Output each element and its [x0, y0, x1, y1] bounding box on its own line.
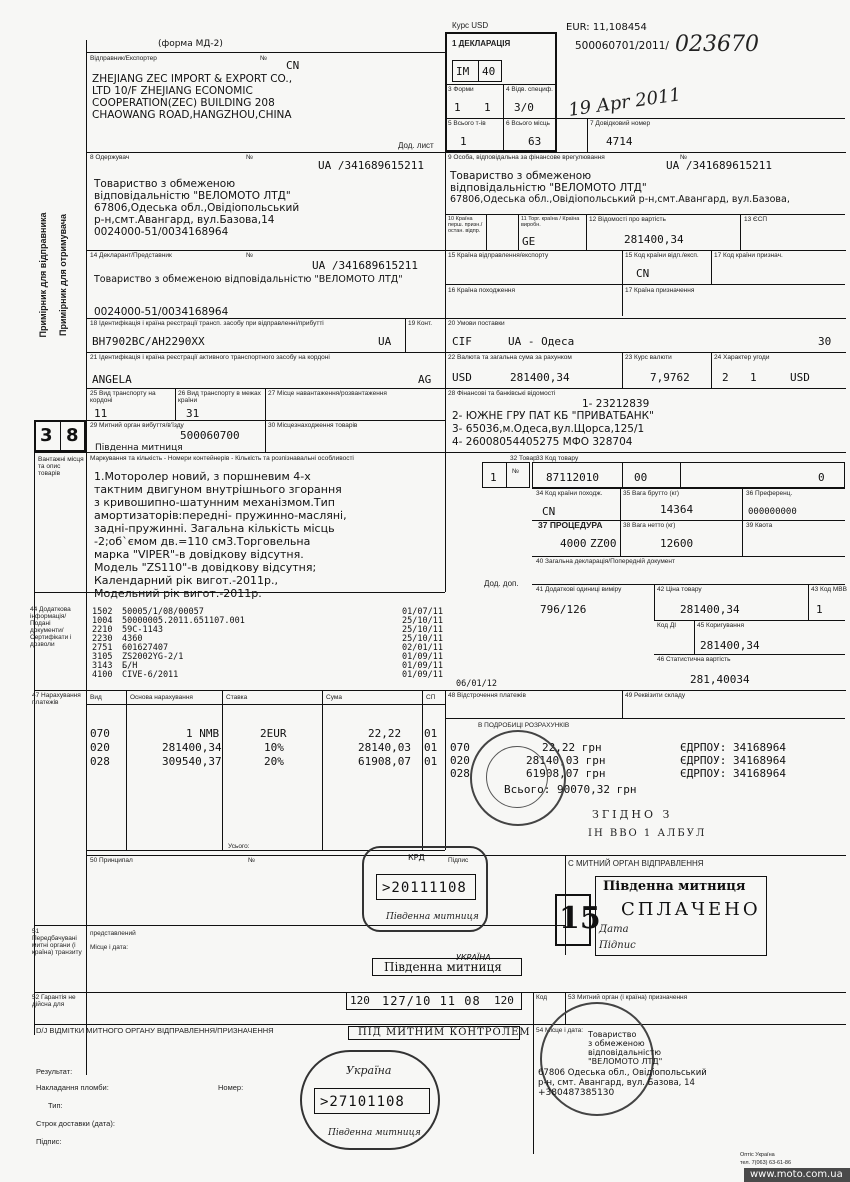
deadline-label: Строк доставки (дата):	[36, 1119, 115, 1128]
document-code: 1502	[92, 607, 113, 617]
payment-rate: 10%	[264, 741, 284, 754]
company-stamp-line: з обмеженою	[588, 1039, 645, 1048]
box33-value-a: 87112010	[546, 471, 599, 484]
stamp-control-c: 120	[494, 994, 514, 1007]
document-number: CIVE-6/2011	[122, 670, 179, 680]
stamp-control-country: УКРАЇНА	[456, 953, 491, 962]
receiver-line: 0024000-51/0034168964	[94, 226, 229, 238]
additional-sheets-label: Дод. лист	[398, 141, 434, 150]
calc-sum: 22,22 грн	[542, 741, 602, 754]
forms-value-2: 1	[484, 101, 491, 114]
document-code: 2230	[92, 634, 113, 644]
box40-label: 40 Загальна декларація/Попередній документ	[536, 558, 675, 565]
box51-label: 51 Передбачувані митні органи (і країна) транзиту	[32, 928, 82, 956]
stamp-ukraine	[300, 1050, 440, 1150]
stamp-paid-number: 15	[559, 901, 601, 936]
stamp-customs-control	[344, 952, 531, 1042]
document-code: 2751	[92, 643, 113, 653]
declaration-number-handwritten: 023670	[675, 32, 759, 57]
receiver-line: р-н,смт.Авангард, вул.Базова,14	[94, 214, 275, 226]
payment-kind: 070	[90, 727, 110, 740]
printer-name: Оптіс Україна	[740, 1152, 775, 1158]
box11-label: 11 Торг. країна / Країна виробн.	[521, 216, 580, 228]
document-date: 01/09/11	[402, 652, 443, 662]
declarant-label: 14 Декларант/Представник	[90, 252, 172, 259]
goods-desc-line: тактним двигуном внутрішнього згорання	[94, 483, 342, 496]
box37-label: 37 ПРОЦЕДУРА	[538, 520, 603, 530]
box22-amount: 281400,34	[510, 371, 570, 384]
ref-label: 7 Довідковий номер	[590, 120, 651, 127]
box43-value: 1	[816, 603, 823, 616]
box25-label: 25 Вид транспорту на кордоні	[90, 390, 156, 404]
box45-value: 281400,34	[700, 639, 760, 652]
forms-value-1: 1	[454, 101, 461, 114]
box52-code-label: Код	[536, 994, 548, 1001]
receiver-label: 8 Одержувач	[90, 154, 130, 161]
printer-phone: тел. 7(063) 63-61-86	[740, 1160, 792, 1166]
box-c-label: С МИТНИЙ ОРГАН ВІДПРАВЛЕННЯ	[568, 859, 704, 868]
financial-label: 9 Особа, відповідальна за фінансове врегулювання	[448, 154, 605, 161]
payments-header-sum: Сума	[326, 694, 342, 701]
payments-header-base: Основа нарахування	[130, 694, 193, 701]
document-code: 3143	[92, 661, 113, 671]
payment-row	[86, 728, 445, 742]
document-date: 02/01/11	[402, 643, 443, 653]
calc-kind: 028	[450, 767, 470, 780]
stamp-krd-bottom: Південна митниця	[386, 912, 479, 922]
box45-label: 45 Коригування	[697, 622, 744, 629]
places-label: 6 Всього місць	[506, 120, 550, 127]
side-copy-label-receiver: Примірник для отримувача	[58, 214, 68, 336]
financial-code: UA /341689615211	[666, 159, 772, 172]
document-code: 1004	[92, 616, 113, 626]
financial-no: №	[680, 154, 687, 161]
box43-label: 43 Код МВВ	[811, 586, 847, 593]
box12-label: 12 Відомості про вартість	[589, 216, 666, 223]
signature-label: Підпис:	[36, 1137, 62, 1146]
document-date: 01/09/11	[402, 661, 443, 671]
calc-edrpou: ЄДРПОУ: 34168964	[680, 767, 786, 780]
box35-label: 35 Вага брутто (кг)	[623, 490, 679, 497]
stamp-paid-title: Південна митниця	[603, 879, 746, 894]
document-date: 25/10/11	[402, 616, 443, 626]
goods-desc-line: -2;об`ємом дв.=110 см3.Торговельна	[94, 535, 311, 548]
company-stamp-line: Товариство	[588, 1030, 637, 1039]
stamp-krd-number: >20111108	[382, 880, 467, 896]
box33-value-c: 0	[818, 471, 825, 484]
calc-kind: 020	[450, 754, 470, 767]
receiver-code: UA /341689615211	[318, 159, 424, 172]
payments-total-label: Усього:	[228, 843, 250, 850]
stamp-ukraine-bottom: Південна митниця	[328, 1128, 421, 1138]
payment-base: 281400,34	[162, 741, 222, 754]
box3-mark: 3	[40, 425, 53, 446]
box18-country: UA	[378, 335, 392, 348]
financial-lines	[450, 170, 790, 206]
box17a-label: 17 Код країни признач.	[714, 252, 783, 259]
box32-value: 1	[490, 471, 497, 484]
box21-label: 21 Ідентифікація і країна реєстрації активного транспортного засобу на кордоні	[90, 354, 330, 361]
form-name: (форма МД-2)	[158, 39, 223, 49]
box21-country: AG	[418, 373, 432, 386]
declaration-title: 1 ДЕКЛАРАЦІЯ	[452, 39, 511, 48]
stamp-ukraine-number: >27101108	[320, 1094, 405, 1110]
sender-label: Відправник/Експортер	[90, 55, 157, 62]
calc-edrpou: ЄДРПОУ: 34168964	[680, 741, 786, 754]
box15a-value: CN	[636, 267, 650, 280]
payments-header-rate: Ставка	[226, 694, 248, 701]
side-copy-label-sender: Примірник для відправника	[38, 212, 48, 338]
box38-value: 12600	[660, 537, 694, 550]
calc-edrpou: ЄДРПОУ: 34168964	[680, 754, 786, 767]
spec-value: 3/0	[514, 101, 534, 114]
box37-value-a: 4000	[560, 537, 587, 550]
box36-label: 36 Преференц.	[746, 490, 793, 497]
agree-note: ЗГІДНО З	[592, 808, 673, 821]
document-date: 01/09/11	[402, 670, 443, 680]
payment-sum: 61908,07	[358, 755, 411, 768]
box42-value: 281400,34	[680, 603, 740, 616]
stamp-control-title: Південна митниця	[384, 960, 502, 974]
box38-label: 38 Вага нетто (кг)	[623, 522, 676, 529]
box16-label: 16 Країна походження	[448, 287, 516, 294]
bank-line-2: 2- ЮЖНЕ ГРУ ПАТ КБ "ПРИВАТБАНК"	[452, 410, 654, 422]
payment-sum: 28140,03	[358, 741, 411, 754]
dod-label: Дод. доп.	[484, 579, 519, 588]
calc-sum: 61908,07 грн	[526, 767, 606, 780]
document-date: 01/07/11	[402, 607, 443, 617]
forms-label: 3 Форми	[448, 86, 474, 93]
box49-label: 49 Реквізити складу	[625, 692, 686, 699]
box26-label: 26 Вид транспорту в межах країни	[178, 390, 261, 404]
receiver-line: відповідальністю "ВЕЛОМОТО ЛТД"	[94, 190, 291, 202]
payment-rate: 20%	[264, 755, 284, 768]
company-stamp-line: відповідальністю	[588, 1048, 662, 1057]
spec-label: 4 Відв. специф.	[506, 86, 553, 93]
box20-value-c: 30	[818, 335, 832, 348]
stamp-control-a: 120	[350, 994, 370, 1007]
total-items-value: 1	[460, 135, 467, 148]
documents-side-label: 44 Додаткова інформація/ Подані документи/ Сертифікати і дозволи	[30, 606, 72, 648]
box29-name: Південна митниця	[95, 443, 183, 453]
places-value: 63	[528, 135, 542, 148]
receiver-lines	[94, 178, 299, 238]
document-code: 2210	[92, 625, 113, 635]
box-b-label: В ПОДРОБИЦІ РОЗРАХУНКІВ	[478, 722, 570, 729]
document-date: 25/10/11	[402, 625, 443, 635]
box39-label: 39 Квота	[746, 522, 773, 529]
stamp-company-text	[588, 1030, 662, 1066]
company-stamp-line: "ВЕЛОМОТО ЛТД"	[588, 1057, 663, 1066]
box32-no: №	[512, 468, 519, 475]
box36-value: 000000000	[748, 507, 797, 517]
document-number: 59C-1143	[122, 625, 163, 635]
box24-value-a: 2	[722, 371, 729, 384]
declarant-code: UA /341689615211	[312, 259, 418, 272]
seals-label: Накладання пломби:	[36, 1083, 109, 1092]
receiver-line: 67806,Одеська обл.,Овідіопольський	[94, 202, 300, 214]
box42-label: 42 Ціна товару	[657, 586, 702, 593]
box44-code-label: Код ДІ	[657, 622, 677, 629]
goods-desc-line: Модельний рік вигот.-2011р.	[94, 587, 262, 600]
document-number: ZS2002YG-2/1	[122, 652, 184, 662]
box-dj-label: D/J ВІДМІТКИ МИТНОГО ОРГАНУ ВІДПРАВЛЕННЯ/ПРИЗНАЧЕННЯ	[36, 1026, 274, 1035]
box18-label: 18 Ідентифікація і країна реєстрації трансп. засобу при відправленні/прибутті	[90, 320, 324, 327]
company-address-line: р-н, смт. Авангард, вул. Базова, 14	[538, 1078, 695, 1088]
bank-line-3: 3- 65036,м.Одеса,вул.Щорса,125/1	[452, 423, 645, 435]
payments-header-kind: Вид	[90, 694, 102, 701]
box28-label: 28 Фінансові та банківські відомості	[448, 390, 556, 397]
box29-value: 500060700	[180, 429, 240, 442]
goods-desc-line: 1.Моторолер новий, з поршневим 4-х	[94, 470, 311, 483]
box20-value-b: UA - Одеса	[508, 335, 575, 348]
box54-label: 54 Місце і дата:	[536, 1027, 584, 1034]
box20-label: 20 Умови поставки	[448, 320, 505, 327]
document-number: Б/Н	[122, 661, 138, 671]
form-type-2: 40	[482, 65, 496, 78]
box27-label: 27 Місце навантаження/розвантаження	[268, 390, 387, 397]
payment-sp: 01	[424, 727, 438, 740]
result-label: Результат:	[36, 1067, 73, 1076]
box50-place: Місце і дата:	[90, 944, 129, 951]
box24-label: 24 Характер угоди	[714, 354, 770, 361]
box20-value-a: CIF	[452, 335, 472, 348]
payment-sp: 01	[424, 755, 438, 768]
box46-label: 46 Статистична вартість	[657, 656, 731, 663]
sender-line: ZHEJIANG ZEC IMPORT & EXPORT CO.,	[92, 73, 293, 85]
number-label: Номер:	[218, 1083, 244, 1092]
box8-mark: 8	[66, 425, 79, 446]
stamp-control-date: 127/10 11 08	[382, 994, 481, 1008]
document-number: 50000005.2011.651107.001	[122, 616, 245, 626]
box41-value: 796/126	[540, 603, 587, 616]
box22-currency: USD	[452, 371, 472, 384]
box25-value: 11	[94, 407, 108, 420]
financial-line: 67806,Одеська обл.,Овідіопольський р-н,смт.Авангард, вул.Базова,	[450, 194, 790, 205]
goods-desc-line: з кривошипно-шатунним механізмом.Тип	[94, 496, 335, 509]
payments-rows	[86, 728, 445, 770]
declaration-number: 500060701/2011/	[575, 40, 669, 52]
sender-lines	[92, 73, 292, 121]
sender-line: COOPERATION(ZEC) BUILDING 208	[92, 97, 275, 109]
box13-label: 13 ЄСП	[744, 216, 768, 223]
box34-label: 34 Код країни походж.	[536, 490, 603, 497]
goods-description	[94, 470, 347, 600]
payment-sum: 22,22	[368, 727, 402, 740]
stamp-krd-top: КРД	[408, 853, 425, 862]
document-code: 4100	[92, 670, 113, 680]
financial-line: відповідальністю "ВЕЛОМОТО ЛТД"	[450, 182, 647, 194]
receiver-no: №	[246, 154, 253, 161]
exchange-usd: Курс USD	[452, 21, 489, 30]
sender-line: CHAOWANG ROAD,HANGZHOU,CHINA	[92, 109, 292, 121]
box11-value: GE	[522, 235, 536, 248]
company-address-line: 67806 Одеська обл., Овідіопольський	[538, 1068, 707, 1078]
box50-sign: Підпис	[448, 857, 469, 864]
box37-value-b: ZZ00	[590, 537, 617, 550]
box18-value: BH7902BC/AH2290XX	[92, 335, 205, 348]
box33-label: 33 Код товару	[536, 455, 579, 462]
box15a-label: 15 Код країни відп./експ.	[625, 252, 699, 259]
agree-note-2: ІН ВВО 1 АЛБУЛ	[588, 828, 707, 839]
form-type-1: IM	[456, 65, 470, 78]
box33-value-b: 00	[634, 471, 648, 484]
goods-side-label: Вантажні місця та опис товарів	[38, 456, 84, 477]
box48-label: 48 Відстрочення платежів	[448, 692, 526, 699]
box50-rep: представлений	[90, 930, 136, 937]
ref-value: 4714	[606, 135, 633, 148]
document-number: 50005/1/08/00057	[122, 607, 204, 617]
box12-value: 281400,34	[624, 233, 684, 246]
box31-label: Маркування та кількість - Номери контейнерів - Кількість та розпізнавальні особливості	[90, 455, 354, 462]
stamp-company-address	[538, 1068, 707, 1099]
box19-label: 19 Конт.	[408, 320, 433, 327]
declarant-name: Товариство з обмеженою відповідальністю "ВЕЛОМОТО ЛТД"	[94, 274, 403, 285]
stamp-paid	[555, 876, 770, 956]
document-date: 25/10/11	[402, 634, 443, 644]
payment-rate: 2EUR	[260, 727, 287, 740]
box29-label: 29 Митний орган вибуття/в'їзду	[90, 422, 184, 429]
stamp-krd	[362, 846, 488, 932]
bank-line-1: 1- 23212839	[582, 398, 650, 410]
sender-no-label: №	[260, 55, 267, 62]
bank-line-4: 4- 26008054405275 МФО 328704	[452, 436, 633, 448]
box35-value: 14364	[660, 503, 694, 516]
goods-desc-line: Модель "ZS110"-в довідкову відсутня;	[94, 561, 317, 574]
receiver-line: Товариство з обмеженою	[94, 178, 236, 190]
total-items-label: 5 Всього т-ів	[448, 120, 486, 127]
box23-value: 7,9762	[650, 371, 690, 384]
payment-kind: 020	[90, 741, 110, 754]
document-number: 4360	[122, 634, 143, 644]
document-number: 601627407	[122, 643, 169, 653]
document-code: 3105	[92, 652, 113, 662]
box34-value: CN	[542, 505, 556, 518]
payment-base: 1 NMB	[186, 727, 220, 740]
site-url[interactable]: www.moto.com.ua	[750, 1169, 843, 1180]
box50-label: 50 Принципал	[90, 857, 133, 864]
type-label: Тип:	[48, 1101, 63, 1110]
stamp-paid-date: Дата	[599, 924, 629, 935]
box15-label: 15 Країна відправлення/експорту	[448, 252, 549, 259]
stamp-control-bottom: ПІД МИТНИМ КОНТРОЛЕМ	[358, 1027, 531, 1038]
box24-value-c: USD	[790, 371, 810, 384]
box52-label: 52 Гарантія не дійсна для	[32, 994, 76, 1008]
box46-value: 281,40034	[690, 673, 750, 686]
box50-no: №	[248, 857, 255, 864]
box10-label: 10 Країна перш. призн./ остан. відпр.	[448, 216, 483, 234]
stamp-paid-sign: Підпис	[599, 940, 636, 951]
box21-value: ANGELA	[92, 373, 132, 386]
box24-value-b: 1	[750, 371, 757, 384]
goods-desc-line: задні-пружинні. Загальна кількість місць	[94, 522, 335, 535]
goods-desc-line: Календарний рік вигот.-2011р.,	[94, 574, 279, 587]
box41-label: 41 Додаткові одиниці виміру	[536, 586, 622, 593]
left-side-strip	[28, 150, 68, 410]
box17-label: 17 Країна призначення	[625, 287, 695, 294]
payment-row	[86, 756, 445, 770]
declarant-code-2: 0024000-51/0034168964	[94, 306, 229, 318]
payments-header-sp: СП	[426, 694, 436, 701]
payment-base: 309540,37	[162, 755, 222, 768]
payment-sp: 01	[424, 741, 438, 754]
exchange-eur: EUR: 11,108454	[566, 22, 647, 33]
documents-final-date: 06/01/12	[456, 679, 497, 689]
stamp-paid-text: СПЛАЧЕНО	[621, 899, 761, 920]
box26-value: 31	[186, 407, 200, 420]
payment-kind: 028	[90, 755, 110, 768]
payment-row	[86, 742, 445, 756]
box23-label: 23 Курс валюти	[625, 354, 672, 361]
box32-label: 32 Товар	[510, 455, 537, 462]
box30-label: 30 Місцезнаходження товарів	[268, 422, 358, 429]
sender-country: CN	[286, 59, 300, 72]
goods-desc-line: амортизаторів:передні- пружинно-масляні,	[94, 509, 347, 522]
box22-label: 22 Валюта та загальна сума за рахунком	[448, 354, 572, 361]
sender-line: LTD 10/F ZHEJIANG ECONOMIC	[92, 85, 253, 97]
stamp-ukraine-top: Україна	[346, 1064, 392, 1077]
company-address-line: +380487385130	[538, 1088, 615, 1098]
calc-sum: 28140,03 грн	[526, 754, 606, 767]
declarant-no: №	[246, 252, 253, 259]
calc-total: Всього: 90070,32 грн	[504, 783, 637, 796]
box53-label: 53 Митний орган (і країна) призначення	[568, 994, 688, 1001]
handwritten-date: 19 Apr 2011	[567, 84, 683, 121]
financial-line: Товариство з обмеженою	[450, 170, 592, 182]
payments-side-label: 47 Нарахування платежів	[32, 692, 81, 706]
calc-kind: 070	[450, 741, 470, 754]
goods-desc-line: марка "VIPER"-в довідкову відсутня.	[94, 548, 304, 561]
